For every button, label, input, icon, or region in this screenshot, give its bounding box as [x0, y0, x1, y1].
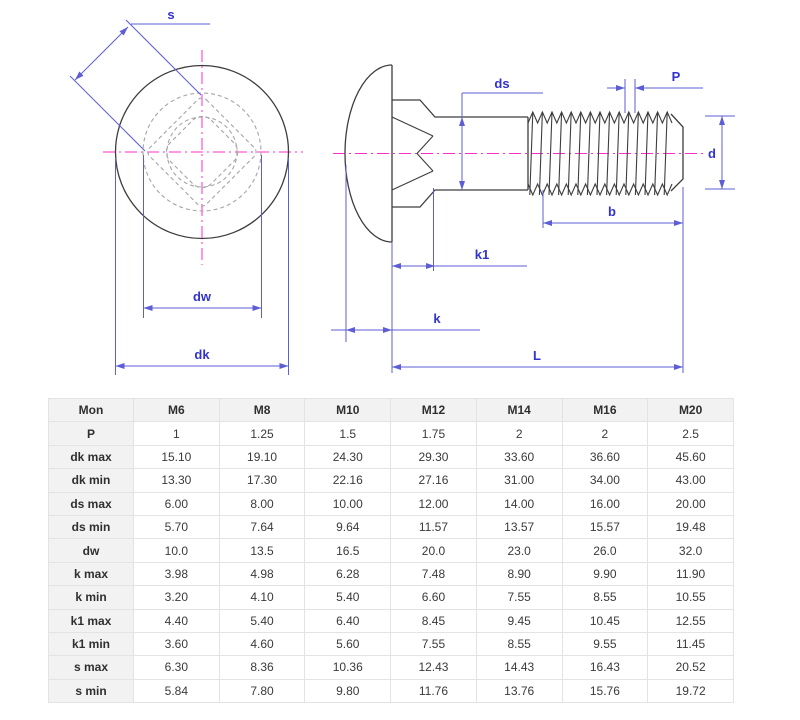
- table-cell: 11.90: [648, 562, 734, 585]
- k1-label: k1: [474, 247, 490, 262]
- table-cell: 19.72: [648, 679, 734, 702]
- table-cell: 13.76: [476, 679, 562, 702]
- row-label: k1 max: [49, 609, 134, 632]
- column-header: M6: [134, 399, 220, 422]
- table-cell: 13.5: [219, 539, 305, 562]
- table-cell: 19.48: [648, 515, 734, 538]
- table-row: [49, 632, 734, 655]
- column-header: M12: [391, 399, 477, 422]
- table-cell: 36.60: [562, 445, 648, 468]
- table-cell: 2: [476, 422, 562, 445]
- table-cell: 8.00: [219, 492, 305, 515]
- table-cell: 2: [562, 422, 648, 445]
- table-cell: 20.00: [648, 492, 734, 515]
- table-row: [49, 515, 734, 538]
- table-cell: 15.10: [134, 445, 220, 468]
- table-cell: 9.80: [305, 679, 391, 702]
- table-body: [49, 422, 734, 703]
- row-label: dk max: [49, 445, 134, 468]
- d-label: d: [708, 146, 716, 161]
- k-dimension: [331, 165, 480, 342]
- table-cell: 5.84: [134, 679, 220, 702]
- k1-dimension: [392, 188, 527, 271]
- table-cell: 10.55: [648, 586, 734, 609]
- dk-label: dk: [194, 347, 210, 362]
- table-cell: 7.48: [391, 562, 477, 585]
- row-label: dw: [49, 539, 134, 562]
- table-cell: 11.57: [391, 515, 477, 538]
- table-cell: 8.36: [219, 656, 305, 679]
- table-cell: 15.76: [562, 679, 648, 702]
- table-cell: 3.60: [134, 632, 220, 655]
- column-header: Mon: [49, 399, 134, 422]
- column-header: M20: [648, 399, 734, 422]
- table-row: [49, 492, 734, 515]
- spec-table: [48, 398, 734, 703]
- table-cell: 8.45: [391, 609, 477, 632]
- top-view: [103, 50, 303, 265]
- table-row: [49, 539, 734, 562]
- table-cell: 14.00: [476, 492, 562, 515]
- table-cell: 4.40: [134, 609, 220, 632]
- table-cell: 13.57: [476, 515, 562, 538]
- table-cell: 8.55: [476, 632, 562, 655]
- table-cell: 14.43: [476, 656, 562, 679]
- table-cell: 9.45: [476, 609, 562, 632]
- table-cell: 3.98: [134, 562, 220, 585]
- table-cell: 2.5: [648, 422, 734, 445]
- table-cell: 12.00: [391, 492, 477, 515]
- row-label: P: [49, 422, 134, 445]
- p-dimension: [607, 79, 703, 113]
- table-cell: 10.45: [562, 609, 648, 632]
- table-cell: 6.30: [134, 656, 220, 679]
- s-dimension: [70, 20, 210, 151]
- table-header-row: [49, 399, 734, 422]
- table-cell: 27.16: [391, 469, 477, 492]
- table-cell: 1.75: [391, 422, 477, 445]
- table-cell: 9.55: [562, 632, 648, 655]
- table-cell: 1: [134, 422, 220, 445]
- row-label: ds min: [49, 515, 134, 538]
- l-label: L: [533, 348, 541, 363]
- table-cell: 8.55: [562, 586, 648, 609]
- table-cell: 7.80: [219, 679, 305, 702]
- table-cell: 16.5: [305, 539, 391, 562]
- table-row: [49, 679, 734, 702]
- table-cell: 10.36: [305, 656, 391, 679]
- table-row: [49, 469, 734, 492]
- ds-label: ds: [494, 76, 510, 91]
- table-cell: 5.40: [305, 586, 391, 609]
- table-cell: 6.60: [391, 586, 477, 609]
- bolt-end-chamfer: [671, 114, 683, 191]
- table-cell: 1.5: [305, 422, 391, 445]
- table-cell: 12.43: [391, 656, 477, 679]
- table-cell: 9.64: [305, 515, 391, 538]
- table-cell: 5.40: [219, 609, 305, 632]
- table-cell: 5.70: [134, 515, 220, 538]
- s-label: s: [167, 7, 175, 22]
- table-cell: 33.60: [476, 445, 562, 468]
- table-cell: 7.55: [476, 586, 562, 609]
- table-cell: 29.30: [391, 445, 477, 468]
- column-header: M8: [219, 399, 305, 422]
- table-cell: 16.43: [562, 656, 648, 679]
- table-cell: 20.52: [648, 656, 734, 679]
- row-label: s min: [49, 679, 134, 702]
- row-label: s max: [49, 656, 134, 679]
- table-row: [49, 586, 734, 609]
- row-label: ds max: [49, 492, 134, 515]
- row-label: k1 min: [49, 632, 134, 655]
- table-cell: 4.60: [219, 632, 305, 655]
- table-cell: 4.98: [219, 562, 305, 585]
- table-cell: 45.60: [648, 445, 734, 468]
- table-cell: 10.0: [134, 539, 220, 562]
- column-header: M16: [562, 399, 648, 422]
- table-cell: 20.0: [391, 539, 477, 562]
- table-cell: 1.25: [219, 422, 305, 445]
- row-label: k max: [49, 562, 134, 585]
- p-label: P: [671, 69, 681, 84]
- table-cell: 13.30: [134, 469, 220, 492]
- table-cell: 8.90: [476, 562, 562, 585]
- table-cell: 26.0: [562, 539, 648, 562]
- table-cell: 32.0: [648, 539, 734, 562]
- table-cell: 10.00: [305, 492, 391, 515]
- table-row: [49, 445, 734, 468]
- b-label: b: [608, 204, 616, 219]
- k-label: k: [433, 311, 441, 326]
- table-cell: 23.0: [476, 539, 562, 562]
- table-cell: 6.40: [305, 609, 391, 632]
- table-cell: 3.20: [134, 586, 220, 609]
- table-cell: 12.55: [648, 609, 734, 632]
- table-cell: 7.64: [219, 515, 305, 538]
- table-row: [49, 656, 734, 679]
- dw-label: dw: [192, 289, 212, 304]
- table-cell: 19.10: [219, 445, 305, 468]
- column-header: M14: [476, 399, 562, 422]
- table-cell: 11.45: [648, 632, 734, 655]
- row-label: dk min: [49, 469, 134, 492]
- table-cell: 4.10: [219, 586, 305, 609]
- table-cell: 7.55: [391, 632, 477, 655]
- table-row: [49, 562, 734, 585]
- side-view: [333, 65, 707, 242]
- table-row: [49, 609, 734, 632]
- table-cell: 16.00: [562, 492, 648, 515]
- table-cell: 24.30: [305, 445, 391, 468]
- table-cell: 9.90: [562, 562, 648, 585]
- table-cell: 31.00: [476, 469, 562, 492]
- table-cell: 15.57: [562, 515, 648, 538]
- table-cell: 6.28: [305, 562, 391, 585]
- table-cell: 17.30: [219, 469, 305, 492]
- table-cell: 22.16: [305, 469, 391, 492]
- table-cell: 34.00: [562, 469, 648, 492]
- table-cell: 11.76: [391, 679, 477, 702]
- table-cell: 5.60: [305, 632, 391, 655]
- table-cell: 43.00: [648, 469, 734, 492]
- table-row: [49, 422, 734, 445]
- column-header: M10: [305, 399, 391, 422]
- table-cell: 6.00: [134, 492, 220, 515]
- row-label: k min: [49, 586, 134, 609]
